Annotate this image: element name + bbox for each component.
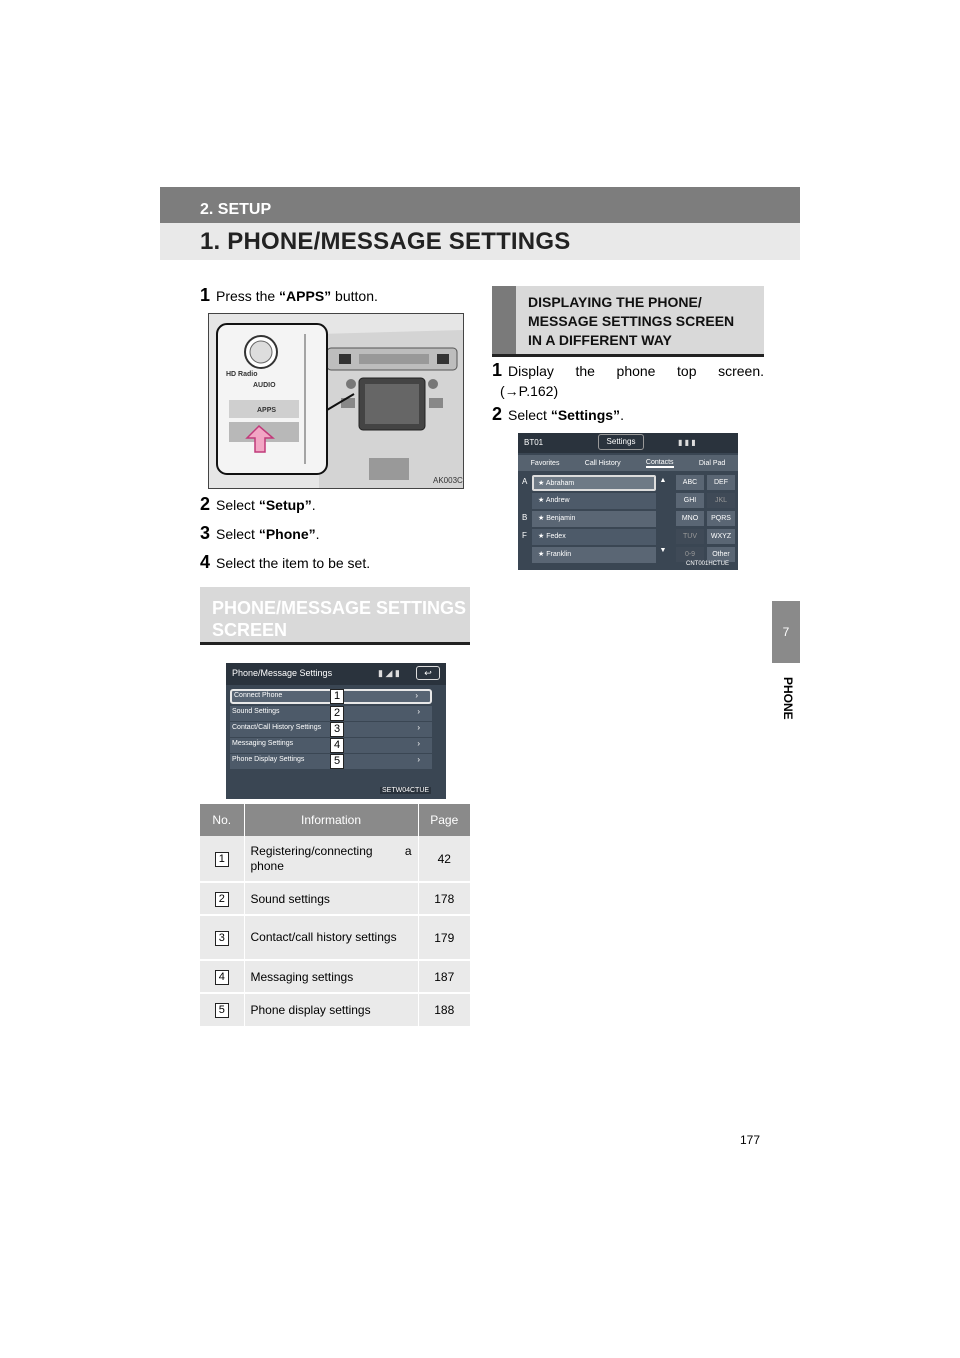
apps-button-illustration	[208, 313, 464, 489]
contact-name: Franklin	[546, 551, 572, 558]
chapter-label: PHONE	[781, 677, 795, 720]
contact-name: Andrew	[545, 497, 570, 504]
callout-5: 5	[330, 754, 344, 769]
tab-dial-pad: Dial Pad	[698, 459, 726, 467]
number-box: 2	[215, 892, 229, 907]
scroll-down-icon: ▼	[659, 547, 667, 554]
letter-key: MNO	[676, 511, 704, 526]
letter-key: GHI	[676, 493, 704, 508]
row-info: Sound settings	[244, 882, 418, 915]
row-number	[200, 882, 244, 915]
column-header: No.	[200, 804, 244, 836]
row-number	[200, 836, 244, 882]
step-text: Display the phone top screen.	[508, 363, 764, 379]
callout-2: 2	[330, 706, 344, 721]
settings-item-label: Messaging Settings	[232, 740, 294, 747]
contact-row	[532, 493, 656, 509]
index-letter: F	[522, 531, 527, 540]
letter-key: ABC	[676, 475, 704, 490]
chevron-right-icon: ›	[417, 755, 420, 764]
table-row	[200, 993, 470, 1027]
page-title: 1. PHONE/MESSAGE SETTINGS	[200, 228, 571, 255]
step-text: Select	[508, 407, 551, 423]
signal-icon: ▮ ◢ ▮	[378, 668, 400, 678]
row-info: Phone display settings	[244, 993, 418, 1027]
star-icon: ★	[538, 533, 547, 540]
letter-key: JKL	[707, 493, 735, 508]
figure-caption: AK003C	[433, 476, 463, 485]
step-number: 2	[492, 404, 503, 424]
heading-line: PHONE/MESSAGE SETTINGS	[212, 598, 467, 618]
radio-label: HD Radio	[226, 371, 258, 378]
step-text: .	[315, 526, 320, 542]
letter-key: 0-9	[676, 547, 704, 562]
row-info: Messaging settings	[244, 960, 418, 993]
chevron-right-icon: ›	[417, 707, 420, 716]
heading-line: DISPLAYING THE PHONE/	[528, 294, 702, 310]
tab-bar	[518, 455, 738, 471]
contact-row	[532, 511, 656, 527]
contact-name: Fedex	[546, 533, 566, 540]
settings-item-label: Contact/Call History Settings	[232, 724, 322, 731]
row-page: 187	[418, 960, 470, 993]
step-1	[200, 285, 378, 306]
chevron-right-icon: ›	[417, 739, 420, 748]
right-step-1	[492, 360, 764, 399]
step-keyword: “Settings”	[550, 407, 621, 423]
phone-message-settings-screenshot	[226, 663, 446, 799]
step-text: Select the item to be set.	[216, 555, 371, 571]
contact-row	[532, 529, 656, 545]
table-row	[200, 882, 470, 915]
row-page: 42	[418, 836, 470, 882]
letter-key: PQRS	[707, 511, 735, 526]
step-4	[200, 552, 370, 573]
heading-line: MESSAGE SETTINGS SCREEN	[528, 313, 735, 329]
row-number	[200, 915, 244, 960]
step-text: button.	[331, 288, 378, 304]
signal-icon: ▮ ▮ ▮	[678, 438, 696, 447]
screen-titlebar	[226, 663, 446, 685]
section-heading-text	[212, 597, 466, 641]
step-number: 1	[200, 285, 211, 305]
letter-keypad	[676, 475, 736, 562]
table-row	[200, 836, 470, 882]
star-icon: ★	[538, 497, 546, 504]
row-page: 188	[418, 993, 470, 1027]
callout-3: 3	[330, 722, 344, 737]
column-header: Page	[418, 804, 470, 836]
settings-item-label: Connect Phone	[234, 692, 283, 699]
settings-item-label: Sound Settings	[232, 708, 280, 715]
contact-name: Benjamin	[546, 515, 576, 522]
table-header-row	[200, 804, 470, 836]
row-number	[200, 960, 244, 993]
device-name: BT01	[524, 438, 544, 447]
phone-contacts-screenshot	[518, 433, 738, 570]
tab-favorites: Favorites	[530, 459, 560, 467]
number-box: 4	[215, 970, 229, 985]
right-step-2	[492, 404, 624, 425]
chapter-number: 7	[782, 625, 790, 639]
step-number: 3	[200, 523, 211, 543]
chevron-right-icon: ›	[415, 691, 418, 700]
step-text: Select	[216, 497, 259, 513]
row-page: 178	[418, 882, 470, 915]
heading-line: IN A DIFFERENT WAY	[528, 332, 672, 348]
contact-name: Abraham	[545, 480, 575, 487]
screen-caption: SETW04CTUE	[382, 787, 430, 794]
step-keyword: “Setup”	[258, 497, 312, 513]
heading-line: SCREEN	[212, 620, 288, 640]
section-header-bar	[160, 187, 800, 223]
step-3	[200, 523, 320, 544]
step-text: .	[620, 407, 624, 423]
index-letter: A	[522, 477, 528, 486]
letter-key: Other	[707, 547, 735, 562]
section-heading-bar	[492, 286, 516, 354]
tab-contacts: Contacts	[645, 458, 674, 466]
contact-row	[532, 475, 656, 491]
audio-label: AUDIO	[253, 382, 276, 389]
star-icon: ★	[538, 480, 546, 487]
step-number: 4	[200, 552, 211, 572]
section-heading-screen	[200, 587, 470, 645]
screen-title: Phone/Message Settings	[232, 668, 333, 678]
page-title-bar	[160, 223, 800, 260]
section-heading-different-way	[492, 286, 764, 357]
section-heading-text	[528, 293, 734, 350]
letter-key: WXYZ	[707, 529, 735, 544]
number-box: 1	[215, 852, 229, 867]
number-box: 5	[215, 1003, 229, 1018]
screen-caption: CNT001HCTUE	[686, 561, 730, 567]
step-keyword: “APPS”	[279, 288, 332, 304]
number-box: 3	[215, 931, 229, 946]
letter-key: TUV	[676, 529, 704, 544]
screen-titlebar	[518, 433, 738, 453]
step-2	[200, 494, 316, 515]
apps-label: APPS	[257, 407, 277, 414]
step-keyword: “Phone”	[258, 526, 316, 542]
index-letter: B	[522, 513, 528, 522]
contact-row	[532, 547, 656, 563]
back-icon: ↩	[416, 666, 440, 680]
settings-button: Settings	[598, 434, 644, 450]
table-row	[200, 915, 470, 960]
step-text: Press the	[216, 288, 280, 304]
step-text: Select	[216, 526, 259, 542]
page-number: 177	[740, 1133, 761, 1147]
chapter-tab	[772, 601, 800, 663]
settings-item-label: Phone Display Settings	[232, 756, 305, 763]
row-page: 179	[418, 915, 470, 960]
row-info: Registering/connecting a phone	[244, 836, 418, 882]
table-row	[200, 960, 470, 993]
page-reference: (→P.162)	[500, 383, 559, 399]
step-number: 1	[492, 360, 503, 380]
star-icon: ★	[538, 515, 547, 522]
tab-call-history: Call History	[584, 459, 621, 467]
row-number	[200, 993, 244, 1027]
row-info: Contact/call history settings	[244, 915, 418, 960]
callout-1: 1	[330, 689, 344, 704]
scroll-up-icon: ▲	[659, 477, 667, 484]
section-label: 2. SETUP	[200, 201, 272, 218]
column-header: Information	[244, 804, 418, 836]
star-icon: ★	[538, 551, 547, 558]
chevron-right-icon: ›	[417, 723, 420, 732]
callout-4: 4	[330, 738, 344, 753]
step-number: 2	[200, 494, 211, 514]
step-text: .	[311, 497, 316, 513]
letter-key: DEF	[707, 475, 735, 490]
settings-table	[200, 804, 470, 1028]
